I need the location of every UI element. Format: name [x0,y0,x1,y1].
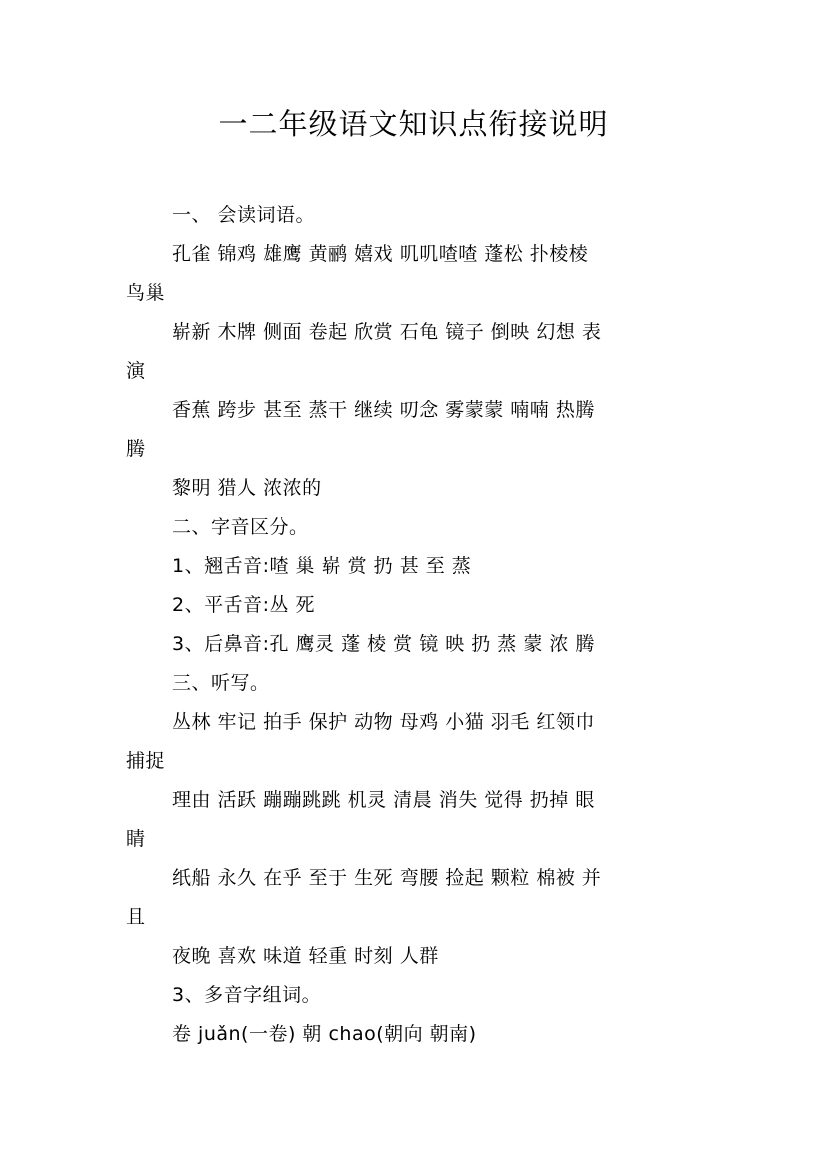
dictation-line-wrap: 捕捉 [126,750,166,772]
sound-list-line: 1、翘舌音:喳 巢 崭 赏 扔 甚 至 蒸 [172,555,472,577]
dictation-line: 理由 活跃 蹦蹦跳跳 机灵 清晨 消失 觉得 扔掉 眼 [172,789,595,811]
word-list-line-wrap: 鸟巢 [126,282,166,304]
sound-list-line: 3、后鼻音:孔 鹰灵 蓬 棱 赏 镜 映 扔 蒸 蒙 浓 腾 [172,633,595,655]
document-title: 一二年级语文知识点衔接说明 [218,107,609,141]
section-heading: 三、听写。 [172,672,270,694]
word-list-line: 香蕉 跨步 甚至 蒸干 继续 叨念 雾蒙蒙 喃喃 热腾 [172,399,595,421]
dictation-line: 丛林 牢记 拍手 保护 动物 母鸡 小猫 羽毛 红领巾 [172,711,595,733]
dictation-line-wrap: 睛 [126,828,146,850]
word-list-line: 黎明 猎人 浓浓的 [172,477,322,499]
sound-list-line: 2、平舌音:丛 死 [172,594,316,616]
section-heading: 一、 会读词语。 [172,204,316,226]
subsection-heading: 3、多音字组词。 [172,984,322,1006]
dictation-line-wrap: 且 [126,906,146,928]
word-list-line-wrap: 腾 [126,438,146,460]
document-body [126,196,706,1054]
section-heading: 二、字音区分。 [172,516,309,538]
word-list-line: 孔雀 锦鸡 雄鹰 黄鹂 嬉戏 叽叽喳喳 蓬松 扑棱棱 [172,243,589,265]
polyphone-line: 卷 juǎn(一卷) 朝 chao(朝向 朝南) [172,1023,477,1045]
word-list-line: 崭新 木牌 侧面 卷起 欣赏 石龟 镜子 倒映 幻想 表 [172,321,602,343]
word-list-line-wrap: 演 [126,360,146,382]
dictation-line: 夜晚 喜欢 味道 轻重 时刻 人群 [172,945,439,967]
dictation-line: 纸船 永久 在乎 至于 生死 弯腰 捡起 颗粒 棉被 并 [172,867,602,889]
